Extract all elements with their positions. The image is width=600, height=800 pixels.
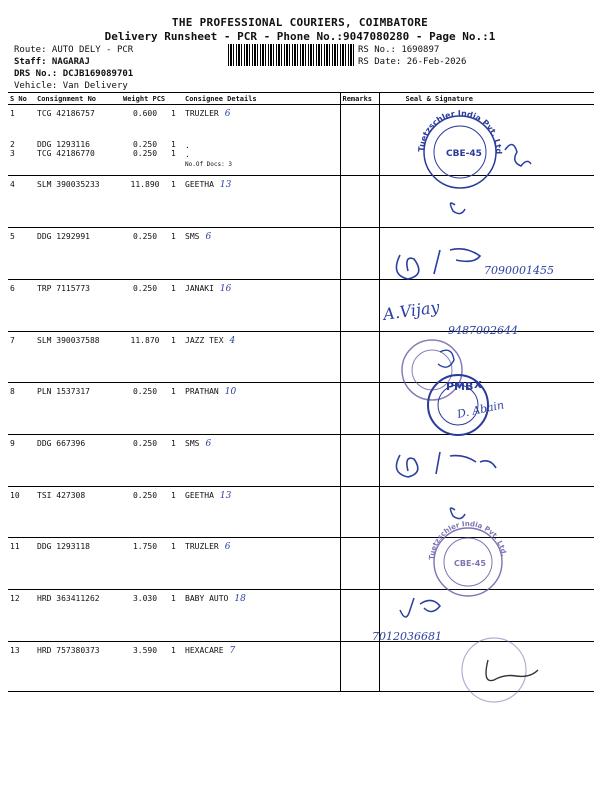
handwritten-phone: 7012036681 [372,630,442,643]
company-stamp [428,520,508,596]
col-consignment: Consignment No [35,93,121,105]
signature-stroke [505,144,531,166]
svg-text:CBE-45: CBE-45 [446,149,482,159]
staff-label: Staff: NAGARAJ [14,57,90,67]
signature-stroke [396,249,480,279]
docs-count: No.Of Docs: 3 [185,161,232,168]
svg-text:X: X [474,380,482,391]
signature-stroke [450,508,465,519]
table-row: 7 SLM 390037588 11.870 1 JAZZ TEX 4 [8,332,594,383]
vehicle-label: Vehicle: Van Delivery [14,81,128,91]
col-weight-pcs: Weight PCS [121,93,183,105]
faded-stamp [462,638,526,702]
table-row: 4 SLM 390035233 11.890 1 GEETHA 13 [8,176,594,228]
table-row: 12 HRD 363411262 3.030 1 BABY AUTO 18 [8,590,594,642]
col-remarks: Remarks [340,93,379,105]
signature-stroke [486,660,538,681]
signature-stroke [438,350,454,367]
signature-stroke [450,203,465,214]
handwritten-signature: A.Vijay [381,297,441,324]
col-sno: S No [8,93,35,105]
handwritten-phone: 9487002644 [448,324,518,337]
signature-stroke [400,598,440,617]
svg-text:PMB: PMB [446,380,474,393]
rs-number: RS No.: 1690897 [358,45,440,55]
col-seal: Seal & Signature [379,93,594,105]
table-row: 1 2 3 TCG 42186757 DDG 1293116 TCG 42186770 0.600 0.250 0.250 1 1 1 TRUZLER 6 . . No.Of Docs: 3 [8,105,594,176]
handwritten-phone: 7090001455 [484,264,554,277]
table-row: 10 TSI 427308 0.250 1 GEETHA 13 [8,487,594,538]
svg-text:Tuetzschler India Pvt. Ltd.: Tuetzschler India Pvt. Ltd [416,108,504,155]
table-row: 5 DDG 1292991 0.250 1 SMS 6 [8,228,594,280]
col-consignee: Consignee Details [183,93,340,105]
runsheet-subtitle: Delivery Runsheet - PCR - Phone No.:9047080280 - Page No.:1 [104,30,496,43]
company-stamp [0,0,503,188]
svg-text:Tuetzschler India Pvt. Ltd.: Tuetzschler India Pvt. Ltd. [427,519,508,561]
handwritten-name: D. Abain [455,398,506,421]
rs-date: RS Date: 26-Feb-2026 [358,57,467,67]
table-row: 6 TRP 7115773 0.250 1 JANAKI 16 [8,280,594,332]
table-row: 11 DDG 1293118 1.750 1 TRUZLER 6 [8,538,594,590]
table-row: 9 DDG 667396 0.250 1 SMS 6 [8,435,594,487]
route-label: Route: AUTO DELY - PCR [14,45,134,55]
signature-stroke [396,452,496,477]
table-row: 8 PLN 1537317 0.250 1 PRATHAN 10 [8,383,594,435]
company-title: THE PROFESSIONAL COURIERS, COIMBATORE [171,16,429,29]
table-row: 13 HRD 757380373 3.590 1 HEXACARE 7 [8,642,594,692]
svg-text:CBE-45: CBE-45 [454,559,486,568]
drs-label: DRS No.: DCJB169089701 [14,69,134,79]
